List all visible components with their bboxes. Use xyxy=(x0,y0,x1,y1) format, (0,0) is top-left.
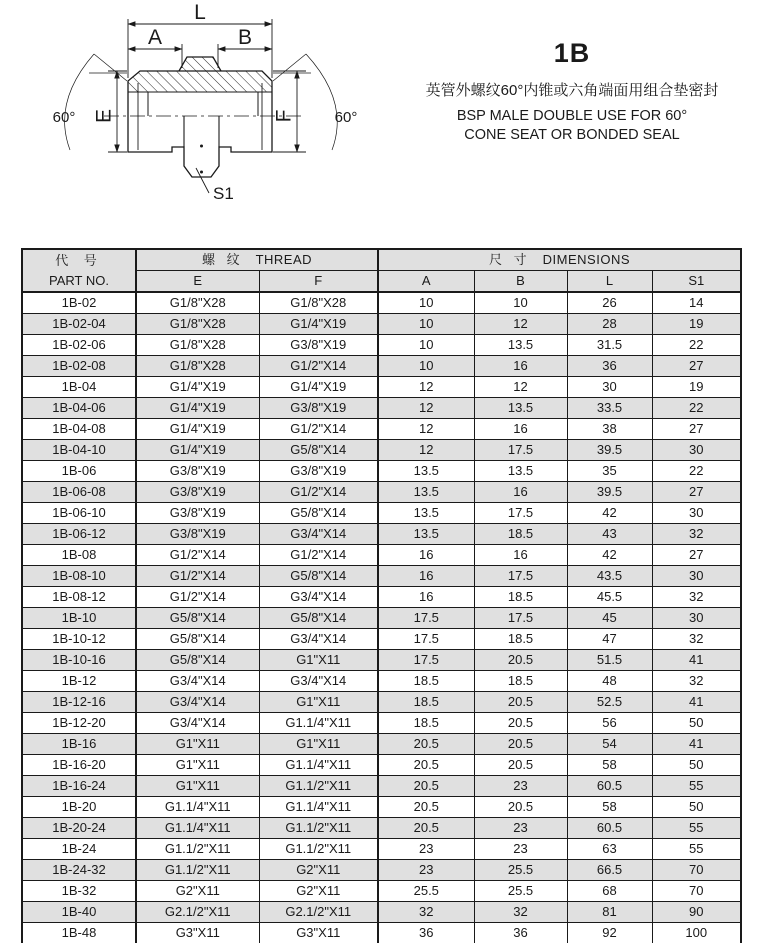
cell-dim-s1: 30 xyxy=(652,503,741,524)
cell-thread-e: G3/4"X14 xyxy=(136,692,259,713)
title-chinese: 英管外螺纹60°内锥或六角端面用组合垫密封 xyxy=(425,82,719,99)
cell-dim-b: 16 xyxy=(474,356,567,377)
cell-dim-a: 20.5 xyxy=(378,776,474,797)
cell-thread-e: G1/8"X28 xyxy=(136,314,259,335)
cell-dim-b: 13.5 xyxy=(474,461,567,482)
cell-part-no: 1B-24 xyxy=(22,839,136,860)
cell-dim-b: 25.5 xyxy=(474,881,567,902)
cell-thread-e: G1"X11 xyxy=(136,776,259,797)
cell-part-no: 1B-06 xyxy=(22,461,136,482)
cell-thread-f: G3/4"X14 xyxy=(259,524,378,545)
cell-dim-l: 68 xyxy=(567,881,652,902)
cell-dim-l: 42 xyxy=(567,545,652,566)
cell-dim-b: 20.5 xyxy=(474,713,567,734)
cell-dim-l: 63 xyxy=(567,839,652,860)
table-row xyxy=(22,503,741,524)
cell-dim-b: 12 xyxy=(474,314,567,335)
cell-dim-b: 20.5 xyxy=(474,797,567,818)
cell-dim-a: 12 xyxy=(378,398,474,419)
cell-dim-a: 16 xyxy=(378,587,474,608)
cell-dim-b: 20.5 xyxy=(474,650,567,671)
cell-dim-a: 36 xyxy=(378,923,474,943)
cell-dim-a: 10 xyxy=(378,292,474,314)
cell-part-no: 1B-08-12 xyxy=(22,587,136,608)
cell-dim-b: 13.5 xyxy=(474,398,567,419)
hatch-region xyxy=(128,57,272,92)
cell-dim-l: 81 xyxy=(567,902,652,923)
cell-part-no: 1B-02-04 xyxy=(22,314,136,335)
cell-thread-f: G3/8"X19 xyxy=(259,461,378,482)
cell-dim-s1: 55 xyxy=(652,818,741,839)
cell-dim-b: 17.5 xyxy=(474,608,567,629)
cell-dim-l: 60.5 xyxy=(567,776,652,797)
cell-dim-b: 36 xyxy=(474,923,567,943)
cell-dim-l: 51.5 xyxy=(567,650,652,671)
cell-dim-a: 20.5 xyxy=(378,755,474,776)
cell-dim-s1: 32 xyxy=(652,671,741,692)
cell-dim-b: 17.5 xyxy=(474,440,567,461)
cell-dim-a: 17.5 xyxy=(378,629,474,650)
col-header-thread-e: E xyxy=(136,271,259,293)
col-header-dim-l: L xyxy=(567,271,652,293)
title-block xyxy=(388,38,756,145)
cell-part-no: 1B-12-20 xyxy=(22,713,136,734)
cell-thread-f: G3"X11 xyxy=(259,923,378,943)
cell-dim-s1: 30 xyxy=(652,608,741,629)
cell-dim-b: 16 xyxy=(474,545,567,566)
cell-thread-f: G2.1/2"X11 xyxy=(259,902,378,923)
cell-thread-e: G3/8"X19 xyxy=(136,461,259,482)
cell-thread-f: G1.1/4"X11 xyxy=(259,797,378,818)
label-S1: S1 xyxy=(213,184,234,203)
cell-part-no: 1B-20-24 xyxy=(22,818,136,839)
table-row xyxy=(22,692,741,713)
cell-part-no: 1B-06-08 xyxy=(22,482,136,503)
cell-dim-s1: 55 xyxy=(652,839,741,860)
group-header-dimensions-cn: 尺 寸 xyxy=(489,252,531,267)
cell-dim-b: 20.5 xyxy=(474,692,567,713)
cell-dim-s1: 22 xyxy=(652,335,741,356)
cell-dim-a: 10 xyxy=(378,356,474,377)
cell-part-no: 1B-16 xyxy=(22,734,136,755)
label-F: F xyxy=(272,109,296,123)
col-header-part-no xyxy=(22,249,136,292)
cell-thread-e: G5/8"X14 xyxy=(136,629,259,650)
cell-dim-l: 26 xyxy=(567,292,652,314)
cell-dim-s1: 22 xyxy=(652,398,741,419)
table-row xyxy=(22,776,741,797)
cell-dim-b: 23 xyxy=(474,839,567,860)
cell-dim-a: 16 xyxy=(378,545,474,566)
cell-dim-a: 18.5 xyxy=(378,713,474,734)
label-A: A xyxy=(147,26,163,49)
cell-dim-a: 20.5 xyxy=(378,797,474,818)
table-row xyxy=(22,545,741,566)
cell-dim-s1: 32 xyxy=(652,629,741,650)
table-row xyxy=(22,524,741,545)
cell-dim-l: 60.5 xyxy=(567,818,652,839)
cell-thread-f: G3/8"X19 xyxy=(259,335,378,356)
cell-thread-e: G1.1/2"X11 xyxy=(136,839,259,860)
cell-dim-l: 66.5 xyxy=(567,860,652,881)
technical-drawing xyxy=(6,0,384,224)
label-B: B xyxy=(237,26,253,49)
cell-thread-e: G3/4"X14 xyxy=(136,713,259,734)
fitting-drawing-svg xyxy=(6,0,384,224)
cell-part-no: 1B-06-12 xyxy=(22,524,136,545)
cell-part-no: 1B-10 xyxy=(22,608,136,629)
cell-thread-f: G1.1/2"X11 xyxy=(259,839,378,860)
cell-dim-s1: 50 xyxy=(652,755,741,776)
cell-thread-f: G1"X11 xyxy=(259,650,378,671)
cell-dim-l: 43 xyxy=(567,524,652,545)
label-angle-right: 60° xyxy=(334,109,358,126)
cell-dim-a: 18.5 xyxy=(378,692,474,713)
cell-dim-s1: 14 xyxy=(652,292,741,314)
cell-dim-l: 33.5 xyxy=(567,398,652,419)
cell-dim-b: 20.5 xyxy=(474,734,567,755)
cell-dim-s1: 27 xyxy=(652,419,741,440)
cell-dim-l: 28 xyxy=(567,314,652,335)
cell-thread-e: G3/8"X19 xyxy=(136,503,259,524)
col-header-dim-s1: S1 xyxy=(652,271,741,293)
cell-dim-a: 13.5 xyxy=(378,482,474,503)
cell-dim-s1: 70 xyxy=(652,881,741,902)
cell-dim-a: 13.5 xyxy=(378,524,474,545)
cell-thread-f: G1/2"X14 xyxy=(259,545,378,566)
cell-dim-a: 23 xyxy=(378,839,474,860)
cell-thread-f: G3/4"X14 xyxy=(259,587,378,608)
cell-thread-e: G3/4"X14 xyxy=(136,671,259,692)
table-row xyxy=(22,818,741,839)
cell-dim-l: 58 xyxy=(567,797,652,818)
cell-thread-f: G3/4"X14 xyxy=(259,671,378,692)
cell-thread-f: G1/4"X19 xyxy=(259,314,378,335)
cell-part-no: 1B-20 xyxy=(22,797,136,818)
cell-dim-a: 12 xyxy=(378,377,474,398)
cell-dim-a: 32 xyxy=(378,902,474,923)
col-header-dim-a: A xyxy=(378,271,474,293)
cell-part-no: 1B-12 xyxy=(22,671,136,692)
table-row xyxy=(22,650,741,671)
cell-dim-l: 30 xyxy=(567,377,652,398)
cell-thread-f: G1.1/2"X11 xyxy=(259,776,378,797)
cell-part-no: 1B-16-20 xyxy=(22,755,136,776)
cell-thread-f: G1.1/2"X11 xyxy=(259,818,378,839)
cell-thread-e: G5/8"X14 xyxy=(136,608,259,629)
cell-thread-e: G3/8"X19 xyxy=(136,524,259,545)
cell-dim-a: 12 xyxy=(378,419,474,440)
cell-dim-b: 13.5 xyxy=(474,335,567,356)
cell-thread-f: G2"X11 xyxy=(259,881,378,902)
cell-dim-l: 47 xyxy=(567,629,652,650)
table-row xyxy=(22,419,741,440)
label-L: L xyxy=(194,1,206,24)
cell-part-no: 1B-08 xyxy=(22,545,136,566)
cell-thread-e: G1/2"X14 xyxy=(136,587,259,608)
cell-dim-l: 48 xyxy=(567,671,652,692)
cell-dim-s1: 19 xyxy=(652,377,741,398)
cell-thread-e: G3/8"X19 xyxy=(136,482,259,503)
cell-part-no: 1B-08-10 xyxy=(22,566,136,587)
table-row xyxy=(22,335,741,356)
cell-thread-e: G3"X11 xyxy=(136,923,259,943)
cell-dim-a: 17.5 xyxy=(378,650,474,671)
col-header-thread-f: F xyxy=(259,271,378,293)
cell-dim-a: 20.5 xyxy=(378,734,474,755)
table-row xyxy=(22,839,741,860)
cell-dim-b: 10 xyxy=(474,292,567,314)
cell-dim-s1: 41 xyxy=(652,692,741,713)
table-row xyxy=(22,713,741,734)
cell-part-no: 1B-10-16 xyxy=(22,650,136,671)
part-code: 1B xyxy=(553,38,591,68)
title-english-line1: BSP MALE DOUBLE USE FOR 60° xyxy=(456,108,688,124)
cell-thread-e: G1"X11 xyxy=(136,755,259,776)
cell-thread-f: G1/4"X19 xyxy=(259,377,378,398)
cell-thread-f: G2"X11 xyxy=(259,860,378,881)
cell-thread-e: G1/2"X14 xyxy=(136,566,259,587)
cell-dim-s1: 30 xyxy=(652,440,741,461)
label-E: E xyxy=(92,108,116,124)
table-row xyxy=(22,608,741,629)
cell-thread-f: G1/2"X14 xyxy=(259,356,378,377)
cell-dim-s1: 50 xyxy=(652,713,741,734)
cell-dim-s1: 70 xyxy=(652,860,741,881)
cell-dim-s1: 90 xyxy=(652,902,741,923)
cell-thread-f: G1"X11 xyxy=(259,734,378,755)
cell-part-no: 1B-40 xyxy=(22,902,136,923)
cell-thread-e: G1.1/4"X11 xyxy=(136,797,259,818)
table-row xyxy=(22,440,741,461)
cell-thread-f: G5/8"X14 xyxy=(259,608,378,629)
table-row xyxy=(22,860,741,881)
cell-thread-f: G1/8"X28 xyxy=(259,292,378,314)
cell-part-no: 1B-02 xyxy=(22,292,136,314)
cell-thread-e: G1/4"X19 xyxy=(136,398,259,419)
cell-part-no: 1B-12-16 xyxy=(22,692,136,713)
cell-thread-f: G1"X11 xyxy=(259,692,378,713)
cell-thread-f: G5/8"X14 xyxy=(259,503,378,524)
cell-dim-s1: 100 xyxy=(652,923,741,943)
cell-thread-f: G1/2"X14 xyxy=(259,482,378,503)
cell-dim-l: 39.5 xyxy=(567,482,652,503)
cell-dim-a: 18.5 xyxy=(378,671,474,692)
cell-dim-b: 12 xyxy=(474,377,567,398)
cell-part-no: 1B-06-10 xyxy=(22,503,136,524)
group-header-thread-en: THREAD xyxy=(255,252,313,267)
cell-dim-b: 17.5 xyxy=(474,503,567,524)
cell-thread-f: G1.1/4"X11 xyxy=(259,755,378,776)
cell-thread-e: G1.1/2"X11 xyxy=(136,860,259,881)
cell-part-no: 1B-04 xyxy=(22,377,136,398)
col-header-dim-b: B xyxy=(474,271,567,293)
cell-dim-l: 35 xyxy=(567,461,652,482)
cell-dim-b: 32 xyxy=(474,902,567,923)
cell-dim-l: 38 xyxy=(567,419,652,440)
cell-dim-b: 18.5 xyxy=(474,524,567,545)
cell-dim-a: 20.5 xyxy=(378,818,474,839)
table-row xyxy=(22,671,741,692)
title-english-line2: CONE SEAT OR BONDED SEAL xyxy=(464,126,680,143)
cell-thread-e: G2.1/2"X11 xyxy=(136,902,259,923)
cell-part-no: 1B-10-12 xyxy=(22,629,136,650)
cell-dim-l: 56 xyxy=(567,713,652,734)
cell-dim-a: 16 xyxy=(378,566,474,587)
cell-thread-e: G5/8"X14 xyxy=(136,650,259,671)
cell-dim-a: 10 xyxy=(378,335,474,356)
group-header-thread-cn: 螺 纹 xyxy=(201,252,244,267)
col-header-part-no-en: PART NO. xyxy=(49,272,109,288)
cell-thread-e: G1/8"X28 xyxy=(136,292,259,314)
cell-thread-f: G5/8"X14 xyxy=(259,440,378,461)
cell-thread-e: G1"X11 xyxy=(136,734,259,755)
cell-dim-b: 18.5 xyxy=(474,671,567,692)
cell-dim-b: 23 xyxy=(474,776,567,797)
group-header-thread xyxy=(136,249,378,271)
table-row xyxy=(22,482,741,503)
table-row xyxy=(22,292,741,314)
cell-dim-l: 45.5 xyxy=(567,587,652,608)
cell-thread-e: G1/8"X28 xyxy=(136,356,259,377)
parts-dimensions-table xyxy=(21,248,742,943)
cell-thread-f: G3/4"X14 xyxy=(259,629,378,650)
table-row xyxy=(22,587,741,608)
cell-dim-a: 10 xyxy=(378,314,474,335)
fitting-outline-lower xyxy=(128,116,272,177)
cell-dim-l: 58 xyxy=(567,755,652,776)
cell-dim-s1: 55 xyxy=(652,776,741,797)
table-row xyxy=(22,923,741,943)
cell-part-no: 1B-04-06 xyxy=(22,398,136,419)
cell-part-no: 1B-02-06 xyxy=(22,335,136,356)
cell-dim-a: 12 xyxy=(378,440,474,461)
cell-thread-e: G1/4"X19 xyxy=(136,377,259,398)
cell-part-no: 1B-02-08 xyxy=(22,356,136,377)
title-english xyxy=(388,107,756,145)
cell-dim-b: 20.5 xyxy=(474,755,567,776)
cell-dim-s1: 41 xyxy=(652,650,741,671)
cell-dim-a: 13.5 xyxy=(378,503,474,524)
cell-dim-s1: 50 xyxy=(652,797,741,818)
table-header xyxy=(22,249,741,292)
cell-thread-e: G1/4"X19 xyxy=(136,440,259,461)
cell-dim-s1: 41 xyxy=(652,734,741,755)
group-header-dimensions-en: DIMENSIONS xyxy=(542,252,631,267)
cell-part-no: 1B-24-32 xyxy=(22,860,136,881)
col-header-part-no-cn: 代 号 xyxy=(55,252,103,268)
cell-dim-s1: 27 xyxy=(652,545,741,566)
cell-part-no: 1B-16-24 xyxy=(22,776,136,797)
cell-dim-a: 13.5 xyxy=(378,461,474,482)
drawing-labels xyxy=(53,1,358,203)
table-row xyxy=(22,377,741,398)
cell-dim-a: 25.5 xyxy=(378,881,474,902)
cell-thread-f: G5/8"X14 xyxy=(259,566,378,587)
cell-thread-f: G1/2"X14 xyxy=(259,419,378,440)
cell-dim-s1: 30 xyxy=(652,566,741,587)
cell-dim-b: 23 xyxy=(474,818,567,839)
cell-dim-b: 25.5 xyxy=(474,860,567,881)
table-row xyxy=(22,881,741,902)
table-row xyxy=(22,797,741,818)
cell-dim-l: 36 xyxy=(567,356,652,377)
cell-dim-b: 17.5 xyxy=(474,566,567,587)
cell-thread-e: G2"X11 xyxy=(136,881,259,902)
table-row xyxy=(22,398,741,419)
table-row xyxy=(22,356,741,377)
parts-table-body xyxy=(22,292,741,943)
cell-thread-e: G1/4"X19 xyxy=(136,419,259,440)
cell-thread-f: G1.1/4"X11 xyxy=(259,713,378,734)
cell-thread-f: G3/8"X19 xyxy=(259,398,378,419)
cell-dim-s1: 32 xyxy=(652,587,741,608)
table-row xyxy=(22,734,741,755)
cell-dim-a: 23 xyxy=(378,860,474,881)
cell-dim-b: 18.5 xyxy=(474,629,567,650)
table-row xyxy=(22,755,741,776)
table-row xyxy=(22,566,741,587)
cell-dim-l: 43.5 xyxy=(567,566,652,587)
cell-thread-e: G1.1/4"X11 xyxy=(136,818,259,839)
table-row xyxy=(22,629,741,650)
cell-dim-s1: 19 xyxy=(652,314,741,335)
cell-dim-s1: 32 xyxy=(652,524,741,545)
cell-thread-e: G1/2"X14 xyxy=(136,545,259,566)
cell-dim-s1: 27 xyxy=(652,482,741,503)
cell-dim-l: 42 xyxy=(567,503,652,524)
cell-dim-l: 54 xyxy=(567,734,652,755)
cell-dim-b: 16 xyxy=(474,482,567,503)
table-row xyxy=(22,461,741,482)
cell-part-no: 1B-04-10 xyxy=(22,440,136,461)
cell-dim-b: 18.5 xyxy=(474,587,567,608)
cell-dim-s1: 27 xyxy=(652,356,741,377)
cell-part-no: 1B-32 xyxy=(22,881,136,902)
cell-dim-l: 39.5 xyxy=(567,440,652,461)
cell-dim-l: 45 xyxy=(567,608,652,629)
cell-thread-e: G1/8"X28 xyxy=(136,335,259,356)
cell-part-no: 1B-48 xyxy=(22,923,136,943)
cell-dim-b: 16 xyxy=(474,419,567,440)
cell-part-no: 1B-04-08 xyxy=(22,419,136,440)
table-row xyxy=(22,314,741,335)
cell-dim-a: 17.5 xyxy=(378,608,474,629)
cell-dim-s1: 22 xyxy=(652,461,741,482)
cell-dim-l: 92 xyxy=(567,923,652,943)
table-row xyxy=(22,902,741,923)
cell-dim-l: 31.5 xyxy=(567,335,652,356)
group-header-dimensions xyxy=(378,249,741,271)
cell-dim-l: 52.5 xyxy=(567,692,652,713)
label-angle-left: 60° xyxy=(52,109,76,126)
